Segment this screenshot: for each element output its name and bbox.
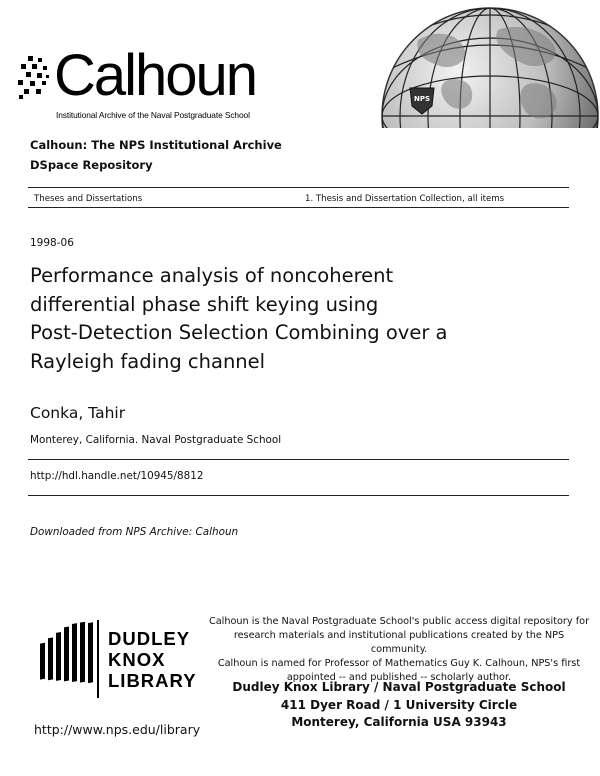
title-line: Post-Detection Selection Combining over a [30, 321, 448, 344]
address-line: 411 Dyer Road / 1 University Circle [280, 697, 518, 712]
record-date: 1998-06 [30, 237, 74, 249]
logo-subtitle: Institutional Archive of the Naval Postgraduate School [56, 110, 250, 120]
library-word: DUDLEY [108, 628, 191, 649]
library-word: KNOX [108, 649, 166, 670]
address-line: Monterey, California USA 93943 [291, 715, 507, 729]
breadcrumb-collection[interactable]: 1. Thesis and Dissertation Collection, all items [305, 194, 505, 204]
record-publisher: Monterey, California. Naval Postgraduate School [30, 434, 282, 446]
logo-wordmark: Calhoun [54, 43, 257, 108]
blurb-line: research materials and institutional publications created by the NPS community. [233, 630, 565, 655]
calhoun-description [208, 615, 590, 685]
divider [28, 495, 569, 496]
library-address [210, 679, 588, 732]
repository-name: DSpace Repository [30, 158, 153, 172]
archive-title: Calhoun: The NPS Institutional Archive [30, 138, 282, 152]
blurb-line: Calhoun is named for Professor of Mathematics Guy K. Calhoun, NPS's first [217, 658, 581, 669]
breadcrumb-community[interactable]: Theses and Dissertations [34, 194, 143, 204]
library-url-link[interactable]: http://www.nps.edu/library [34, 722, 201, 737]
divider [28, 207, 569, 208]
blurb-line: appointed -- and published -- scholarly author. [286, 672, 512, 683]
title-line: differential phase shift keying using [30, 292, 379, 316]
library-divider [97, 620, 99, 698]
address-line: Dudley Knox Library / Naval Postgraduate School [232, 680, 566, 694]
downloaded-note: Downloaded from NPS Archive: Calhoun [30, 526, 239, 538]
title-line: Rayleigh fading channel [30, 349, 266, 373]
calhoun-logo [18, 43, 257, 128]
divider [28, 187, 569, 188]
library-word: LIBRARY [108, 670, 197, 691]
pixel-dots-icon [18, 56, 58, 100]
blurb-line: Calhoun is the Naval Postgraduate School's public access digital repository for [208, 616, 590, 627]
handle-link[interactable]: http://hdl.handle.net/10945/8812 [30, 470, 204, 482]
record-title [30, 262, 550, 376]
divider [28, 459, 569, 460]
globe-icon [378, 0, 600, 128]
record-author: Conka, Tahir [30, 404, 126, 422]
title-line: Performance analysis of noncoherent [30, 264, 394, 287]
dudley-knox-pillars-icon [38, 622, 98, 686]
library-wordmark [108, 628, 197, 691]
globe-image [378, 0, 600, 128]
svg-text:NPS: NPS [413, 95, 431, 103]
